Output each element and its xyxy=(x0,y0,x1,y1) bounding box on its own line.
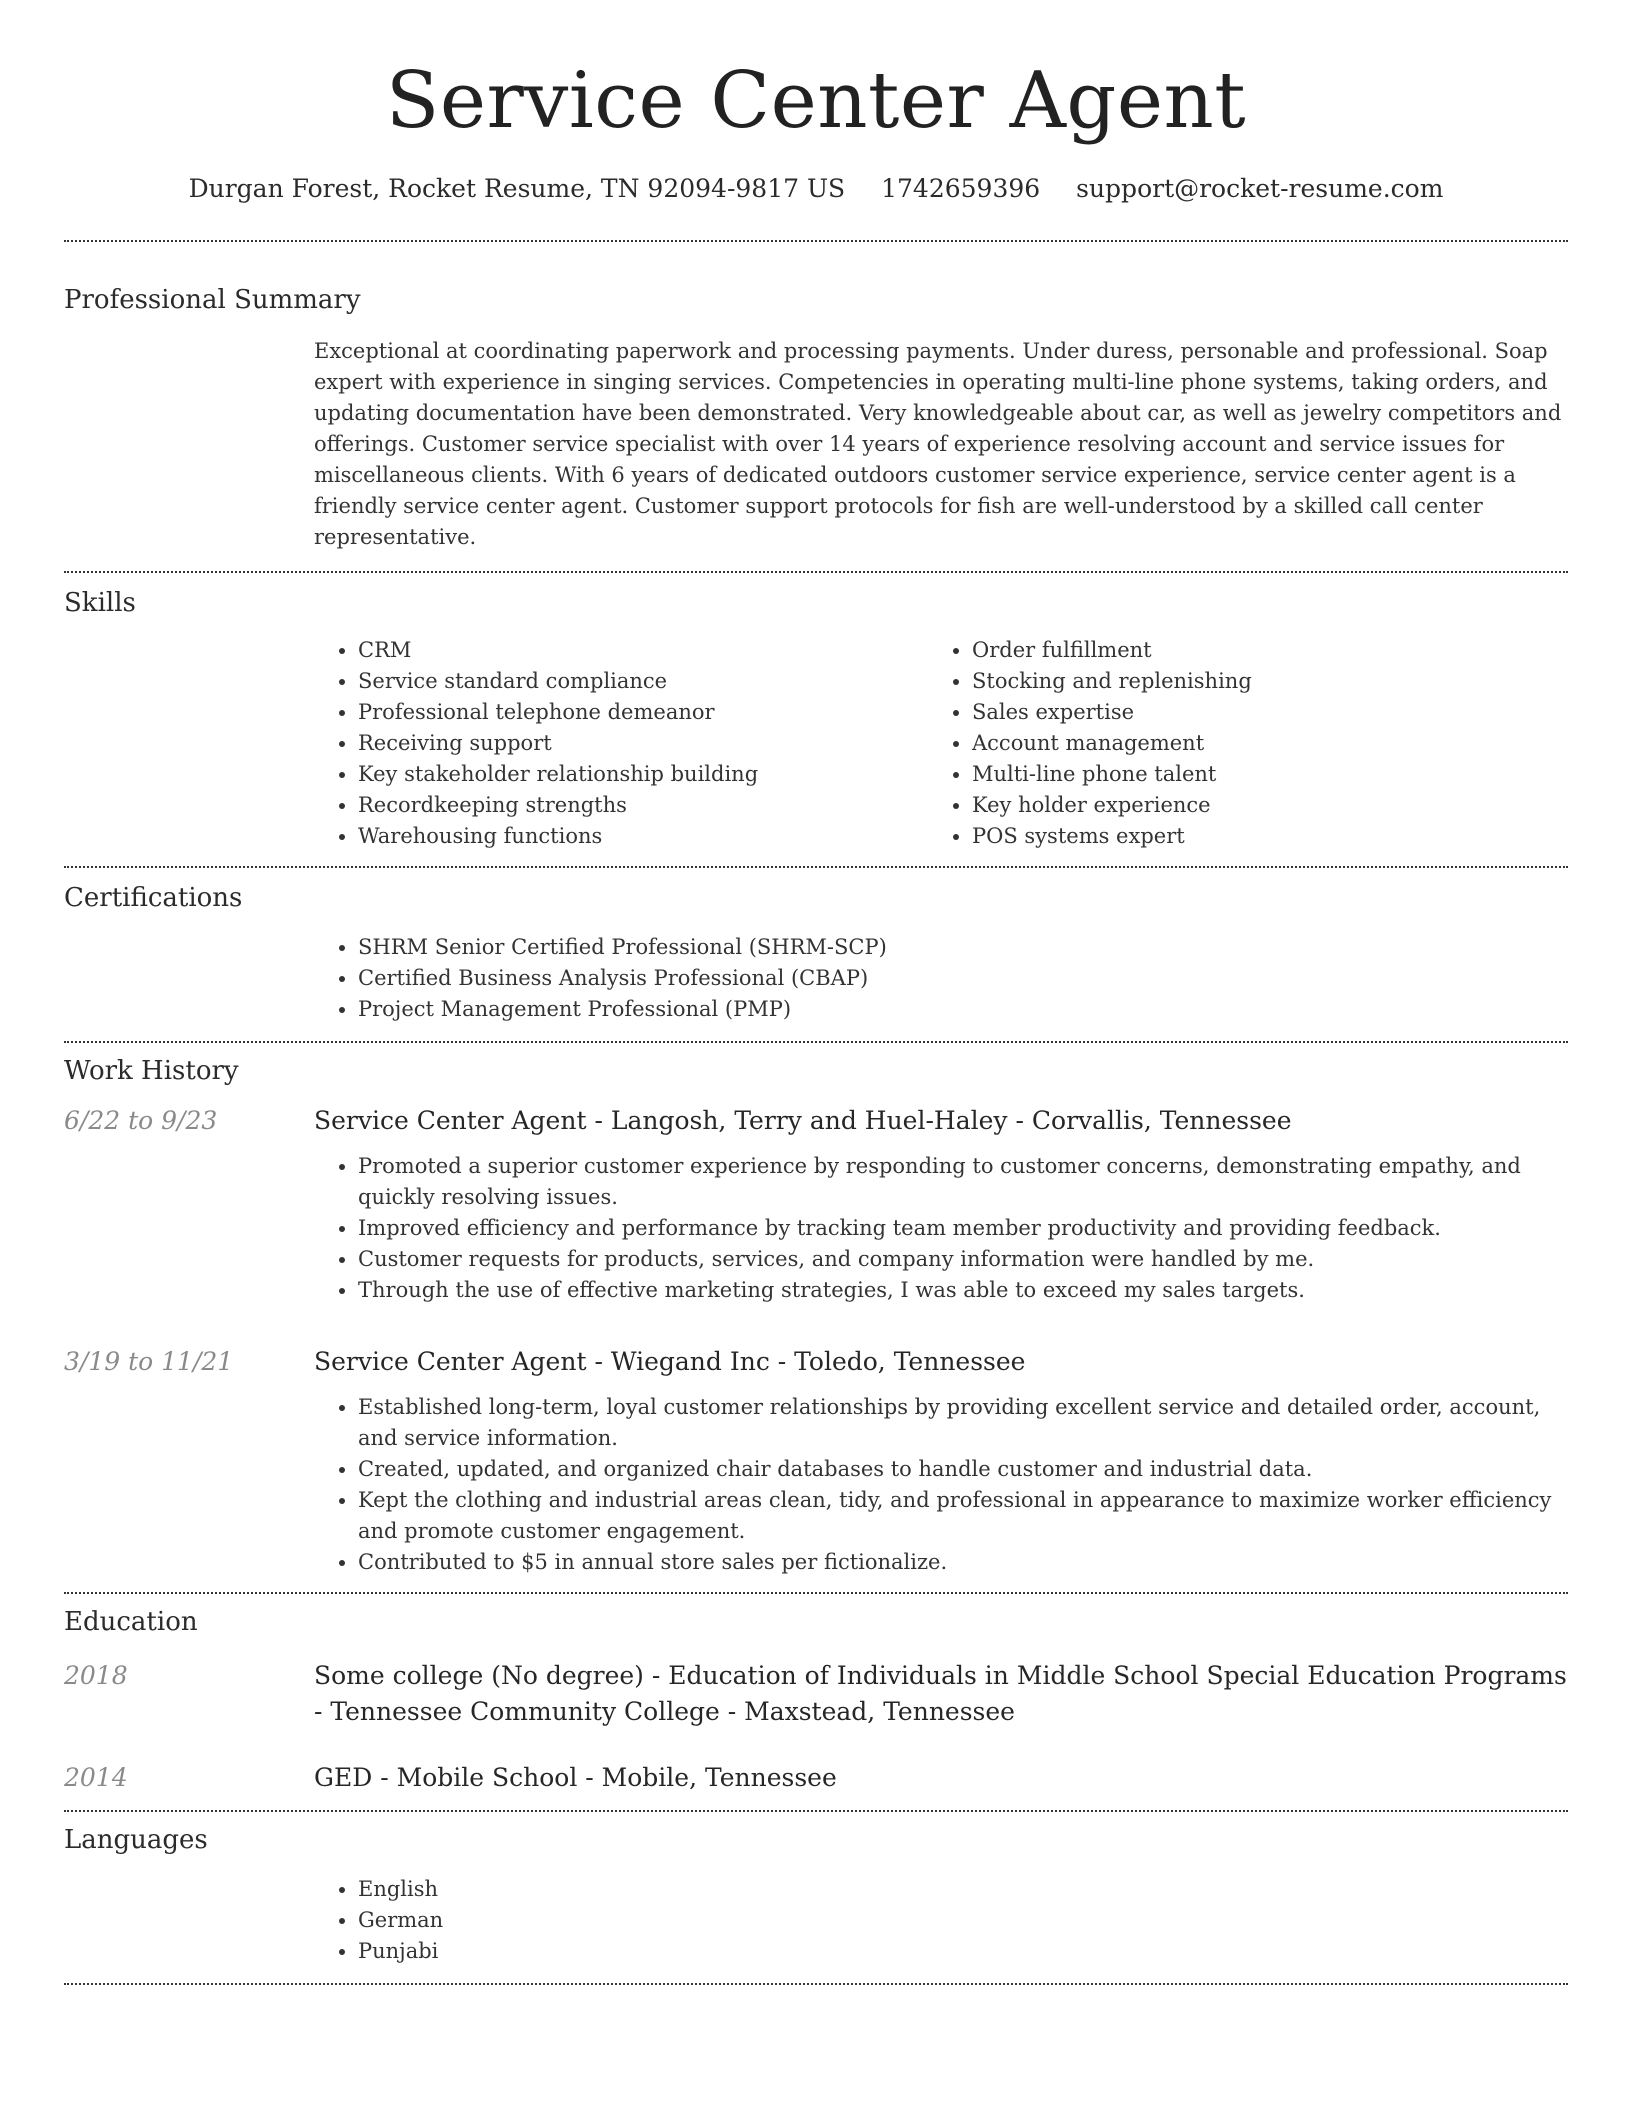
divider xyxy=(64,1983,1568,1985)
skill-item: • Stocking and replenishing xyxy=(972,666,1542,697)
certification-item: • Certified Business Analysis Professional (CBAP) xyxy=(358,963,1568,994)
skill-item: • Recordkeeping strengths xyxy=(358,790,928,821)
work-bullet: • Improved efficiency and performance by tracking team member productivity and providing feedback. xyxy=(358,1213,1568,1244)
work-entry xyxy=(64,1103,1568,1306)
skill-item: • Key holder experience xyxy=(972,790,1542,821)
language-item: • Punjabi xyxy=(358,1936,1568,1967)
work-bullet: • Contributed to $5 in annual store sales per fictionalize. xyxy=(358,1547,1568,1578)
work-entry-body xyxy=(314,1103,1568,1306)
section-languages xyxy=(64,1812,1568,1967)
section-education xyxy=(64,1594,1568,1810)
certifications-block xyxy=(314,932,1568,1025)
resume-title: Service Center Agent xyxy=(385,56,1247,146)
section-skills xyxy=(64,573,1568,852)
education-entry xyxy=(64,1760,1568,1796)
skill-item: • Warehousing functions xyxy=(358,821,928,852)
education-entry-body xyxy=(314,1760,1568,1796)
section-title-certifications: Certifications xyxy=(64,883,243,913)
skill-item: • Receiving support xyxy=(358,728,928,759)
section-title-education: Education xyxy=(64,1607,198,1637)
education-year: 2014 xyxy=(64,1763,128,1792)
spacer xyxy=(64,1578,1568,1592)
work-bullets xyxy=(314,1392,1568,1578)
skill-item: • CRM xyxy=(358,635,928,666)
section-certifications xyxy=(64,868,1568,1025)
skill-item: • Key stakeholder relationship building xyxy=(358,759,928,790)
skill-item: • Service standard compliance xyxy=(358,666,928,697)
section-title-languages: Languages xyxy=(64,1825,208,1855)
certifications-list xyxy=(314,932,1568,1025)
work-bullet: • Created, updated, and organized chair databases to handle customer and industrial data. xyxy=(358,1454,1568,1485)
skill-item: • Multi-line phone talent xyxy=(972,759,1542,790)
work-bullet: • Kept the clothing and industrial areas clean, tidy, and professional in appearance to maximize worker efficiency and promote customer engagement. xyxy=(358,1485,1568,1547)
contact-phone: 1742659396 xyxy=(881,174,1041,203)
contact-email: support@rocket-resume.com xyxy=(1076,174,1444,203)
skill-item: • POS systems expert xyxy=(972,821,1542,852)
work-bullet: • Customer requests for products, services, and company information were handled by me. xyxy=(358,1244,1568,1275)
work-heading: Service Center Agent - Wiegand Inc - Toledo, Tennessee xyxy=(314,1347,1026,1376)
education-entries xyxy=(64,1658,1568,1796)
work-bullet: • Through the use of effective marketing strategies, I was able to exceed my sales targets. xyxy=(358,1275,1568,1306)
skills-column-left xyxy=(314,635,928,852)
skill-item: • Sales expertise xyxy=(972,697,1542,728)
education-entry-body xyxy=(314,1658,1568,1730)
resume-page xyxy=(64,0,1568,1985)
section-title-work: Work History xyxy=(64,1056,239,1086)
education-year: 2018 xyxy=(64,1661,128,1690)
section-work-history xyxy=(64,1043,1568,1592)
work-heading: Service Center Agent - Langosh, Terry and Huel-Haley - Corvallis, Tennessee xyxy=(314,1106,1292,1135)
summary-text: Exceptional at coordinating paperwork and processing payments. Under duress, personable and professional. Soap expert with experience in singing services. Competencies in operating multi-line phone systems, taking orders, and updating documentation have been demonstrated. Very knowledgeable about car, as well as jewelry competitors and offerings. Customer service specialist with over 14 years of experience resolving account and service issues for miscellaneous clients. With 6 years of dedicated outdoors customer service experience, service center agent is a friendly service center agent. Customer support protocols for fish are well-understood by a skilled call center representative. xyxy=(314,339,1562,549)
skills-list-right xyxy=(928,635,1542,852)
skills-list-left xyxy=(314,635,928,852)
languages-list xyxy=(314,1874,1568,1967)
work-dates: 6/22 to 9/23 xyxy=(64,1106,218,1135)
work-bullet: • Established long-term, loyal customer relationships by providing excellent service and detailed order, account, and service information. xyxy=(358,1392,1568,1454)
education-heading: GED - Mobile School - Mobile, Tennessee xyxy=(314,1763,837,1792)
skills-column-right xyxy=(928,635,1542,852)
languages-block xyxy=(314,1874,1568,1967)
work-dates: 3/19 to 11/21 xyxy=(64,1347,234,1376)
spacer xyxy=(64,1796,1568,1810)
work-entry-body xyxy=(314,1344,1568,1578)
skill-item: • Professional telephone demeanor xyxy=(358,697,928,728)
contact-address: Durgan Forest, Rocket Resume, TN 92094-9817 US xyxy=(188,174,846,203)
skill-item: • Order fulfillment xyxy=(972,635,1542,666)
section-summary xyxy=(64,242,1568,553)
work-bullets xyxy=(314,1151,1568,1306)
skills-grid xyxy=(314,635,1568,852)
work-entry xyxy=(64,1344,1568,1578)
education-entry xyxy=(64,1658,1568,1730)
work-bullet: • Promoted a superior customer experience by responding to customer concerns, demonstrating empathy, and quickly resolving issues. xyxy=(358,1151,1568,1213)
section-title-summary: Professional Summary xyxy=(64,285,361,315)
language-item: • German xyxy=(358,1905,1568,1936)
skill-item: • Account management xyxy=(972,728,1542,759)
work-entries xyxy=(64,1103,1568,1578)
certification-item: • SHRM Senior Certified Professional (SHRM-SCP) xyxy=(358,932,1568,963)
contact-line xyxy=(64,172,1568,206)
certification-item: • Project Management Professional (PMP) xyxy=(358,994,1568,1025)
section-title-skills: Skills xyxy=(64,588,136,618)
education-heading: Some college (No degree) - Education of Individuals in Middle School Special Education Programs - Tennessee Community College - Maxstead, Tennessee xyxy=(314,1661,1567,1726)
language-item: • English xyxy=(358,1874,1568,1905)
